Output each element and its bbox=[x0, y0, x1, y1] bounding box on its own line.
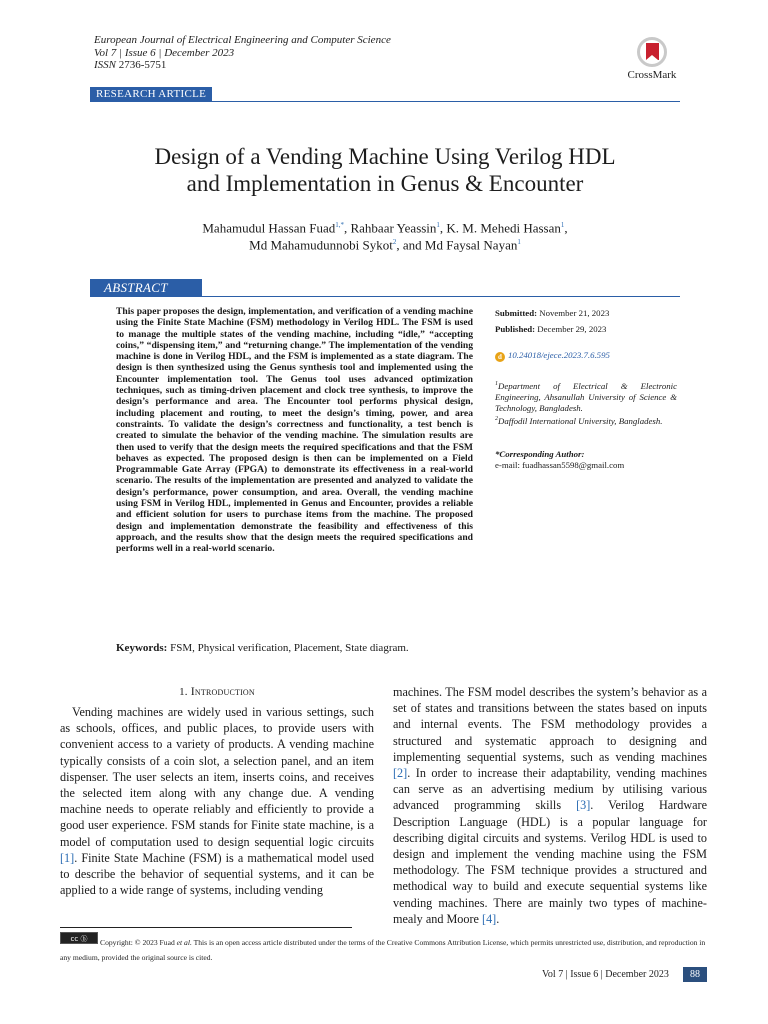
author-name: Md Mahamudunnobi Sykot bbox=[249, 237, 393, 253]
title-line-2: and Implementation in Genus & Encounter bbox=[186, 171, 584, 196]
section-number: 1. bbox=[179, 686, 188, 698]
abstract-heading: ABSTRACT bbox=[90, 279, 202, 297]
corresponding-label bbox=[495, 449, 677, 460]
section-heading-introduction bbox=[60, 684, 374, 699]
header-divider bbox=[90, 101, 680, 102]
corresponding-email[interactable]: e-mail: fuadhassan5598@gmail.com bbox=[495, 460, 625, 470]
affiliation-mark: 1 bbox=[495, 381, 498, 387]
abstract-body: This paper proposes the design, implementation, and verification of a vending machine using the Finite State Machine (FSM) methodology in Verilog HDL. The FSM is used to manage the multiple states of the vending machine, including “idle,” “accepting coins,” “dispensing item,” and “returning change.” The implementation of the vending machine is done in Verilog HDL, and the FSM is implemented as a state diagram. The design is then synthesized using the Genus synthesis tool and implemented using the Encounter implementation tool. The Genus tool uses advanced optimization techniques, such as timing-driven placement and clock tree synthesis, to improve the design’s performance and area. The Encounter tool performs physical design, including placement and routing, to meet the design’s timing, power, and area constraints. To validate the design’s correctness and functionality, a test bench is created to simulate the behavior of the vending machine. The simulation results are then used to verify that the design meets the required specifications and that the FSM behaves as expected. The proposed design is then can be implemented on a Field Programmable Gate Array (FPGA) to demonstrate its effectiveness in a real-world scenario. The results of the implementation are presented and analyzed to validate the design’s performance, power consumption, and area. Overall, the vending machine using FSM in Verilog HDL, implemented in Genus and Encounter, provides a reliable and efficient solution for users to purchase items from the machine. The proposed design and implementation demonstrate the feasibility and effectiveness of this approach, and the results show that the design meets the required specifications and performs well in a real-world scenario. bbox=[116, 306, 473, 555]
crossmark-badge[interactable] bbox=[624, 37, 680, 81]
submitted-value: November 21, 2023 bbox=[539, 308, 610, 318]
page-number: 88 bbox=[683, 967, 707, 982]
author-affiliation-mark: 1 bbox=[560, 221, 565, 229]
submitted-label: Submitted: bbox=[495, 308, 538, 318]
copyright-etal: et al. bbox=[176, 938, 192, 947]
crossmark-icon bbox=[637, 37, 667, 67]
author-name: Mahamudul Hassan Fuad bbox=[202, 220, 336, 236]
footnote-divider bbox=[60, 927, 352, 928]
creative-commons-icon[interactable]: cc ⓑ bbox=[60, 932, 98, 944]
author-list bbox=[60, 218, 710, 253]
corresponding-author bbox=[495, 449, 677, 471]
author-name: , K. M. Mehedi Hassan bbox=[439, 220, 561, 236]
journal-issn bbox=[94, 59, 391, 72]
corresponding-star: * bbox=[495, 449, 500, 459]
paragraph-text: machines. The FSM model describes the system’s behavior as a set of states and transitions between the states based on inputs and internal events. The FSM methodology provides a structured and systematic approach to designing and implementing sequential systems, such as vending machines bbox=[393, 685, 707, 764]
affiliation-2 bbox=[495, 414, 677, 427]
keywords-text: FSM, Physical verification, Placement, State diagram. bbox=[170, 642, 409, 654]
doi-link[interactable] bbox=[495, 350, 677, 362]
crossmark-label: CrossMark bbox=[627, 69, 677, 81]
submitted-date bbox=[495, 308, 677, 319]
paragraph-text: . Verilog Hardware Description Language (HDL) is a popular language for describing digital circuits and systems. Verilog HDL is used to design and implement the vending machine using the FSM methodology. The FSM technique provides a structured and methodical way to build and execute sequential systems like vending machines. There are mainly two types of machine-mealy and Moore bbox=[393, 798, 708, 926]
copyright-text: Copyright: © 2023 Fuad bbox=[100, 938, 177, 947]
copyright-notice bbox=[60, 935, 710, 965]
paragraph-text: . Finite State Machine (FSM) is a mathematical model used to describe the behavior of sequential systems, and it can be applied to a wide range of systems, including vending bbox=[60, 850, 374, 898]
author-affiliation-mark: 1,* bbox=[335, 221, 344, 229]
journal-name: European Journal of Electrical Engineering and Computer Science bbox=[94, 34, 391, 46]
author-name: , and Md Faysal Nayan bbox=[396, 237, 518, 253]
paragraph-text: Vending machines are widely used in various settings, such as schools, offices, and public places, to provide users with convenient access to a variety of products. A vending machine typically consists of a coin slot, a selection panel, and an item dispenser. The user selects an item, inserts coins, and receives the selected item along with any change due. A vending machine needs to operate reliably and efficiently to provide a good user experience. FSM stands for Finite state machine, is a model of computation used to design sequential logic circuits bbox=[60, 705, 374, 849]
author-line-2 bbox=[60, 235, 710, 252]
body-column-right bbox=[393, 684, 707, 927]
keywords bbox=[116, 642, 409, 654]
author-affiliation-mark: 1 bbox=[517, 238, 521, 247]
footer-volume: Vol 7 | Issue 6 | December 2023 bbox=[542, 969, 669, 980]
author-affiliation-mark: 1 bbox=[436, 221, 440, 229]
author-line-1 bbox=[60, 218, 710, 235]
keywords-label: Keywords: bbox=[116, 642, 168, 654]
citation-link[interactable]: [3] bbox=[576, 798, 591, 813]
published-value: December 29, 2023 bbox=[537, 324, 607, 334]
paragraph-text: . bbox=[496, 911, 500, 926]
author-name: , Rahbaar Yeassin bbox=[343, 220, 437, 236]
affiliation-1 bbox=[495, 379, 677, 414]
citation-link[interactable]: [2] bbox=[393, 766, 408, 781]
copyright-text: This is an open access article distributed under the terms of the Creative Commons Attribution License, which permits unrestricted use, distribution, and reproduction in any medium, provided the original source is cited. bbox=[60, 938, 706, 962]
issn-label: ISSN bbox=[94, 59, 116, 71]
journal-header bbox=[94, 34, 391, 72]
article-type-tag: RESEARCH ARTICLE bbox=[90, 87, 212, 101]
affiliation-mark: 2 bbox=[495, 415, 498, 422]
affiliation-text: Department of Electrical & Electronic Engineering, Ahsanullah University of Science & Technology, Bangladesh. bbox=[495, 380, 677, 413]
corresponding-label-text: Corresponding Author: bbox=[499, 449, 585, 459]
published-date bbox=[495, 324, 677, 335]
published-label: Published: bbox=[495, 324, 536, 334]
affiliations bbox=[495, 379, 677, 427]
abstract-divider bbox=[202, 296, 680, 297]
affiliation-text: Daffodil International University, Bangladesh. bbox=[498, 415, 663, 426]
doi-text[interactable]: 10.24018/ejece.2023.7.6.595 bbox=[508, 350, 610, 360]
paragraph-text: . In order to increase their adaptability, vending machines can serve as an advertising medium by utilising various advanced programming skills bbox=[393, 766, 707, 813]
journal-volume: Vol 7 | Issue 6 | December 2023 bbox=[94, 46, 235, 59]
issn-number: 2736-5751 bbox=[118, 59, 167, 71]
section-title: Introduction bbox=[190, 684, 255, 698]
body-column-left bbox=[60, 704, 374, 898]
citation-link[interactable]: [4] bbox=[482, 911, 497, 926]
author-affiliation-mark: 2 bbox=[392, 238, 397, 247]
citation-link[interactable]: [1] bbox=[60, 850, 75, 865]
paper-title bbox=[60, 143, 710, 197]
doi-icon: d bbox=[495, 352, 505, 362]
author-separator: , bbox=[564, 220, 568, 236]
title-line-1: Design of a Vending Machine Using Verilog HDL bbox=[154, 144, 616, 169]
